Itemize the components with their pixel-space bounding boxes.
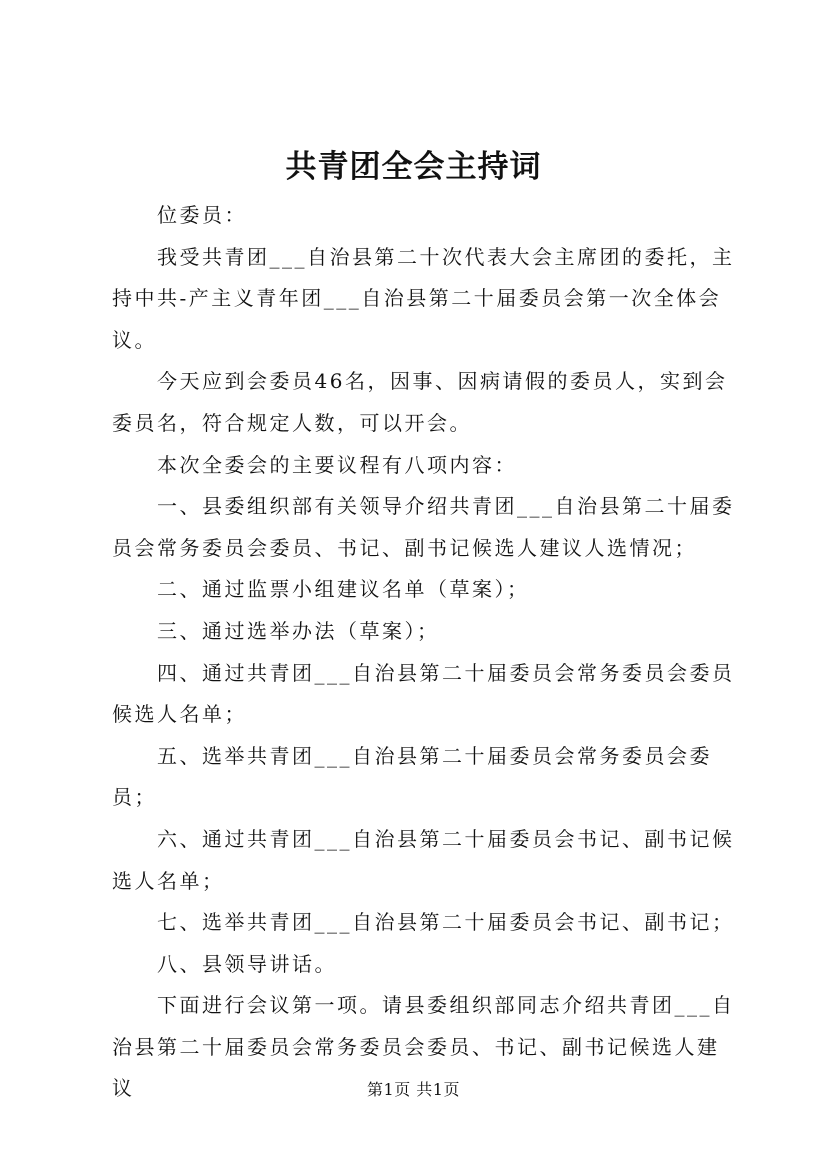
paragraph-agenda-intro: 本次全委会的主要议程有八项内容： <box>157 452 517 477</box>
paragraph-entrustment: 我受共青团___自治县第二十次代表大会主席团的委托，主持中共-产主义青年团___自治县第二十届委员会第一次全体会议。 <box>112 244 735 352</box>
agenda-item-4: 四、通过共青团___自治县第二十届委员会常务委员会委员候选人名单； <box>112 660 735 727</box>
paragraph-first-item: 下面进行会议第一项。请县委组织部同志介绍共青团___自治县第二十届委员会常务委员会委员、书记、副书记候选人建议 <box>112 993 735 1101</box>
agenda-item-2: 二、通过监票小组建议名单（草案）； <box>157 577 530 602</box>
agenda-item-1: 一、县委组织部有关领导介绍共青团___自治县第二十届委员会常务委员会委员、书记、副书记候选人建议人选情况； <box>112 494 735 560</box>
agenda-item-5: 五、选举共青团___自治县第二十届委员会常务委员会委员； <box>112 743 712 810</box>
paragraph-attendance: 今天应到会委员46名，因事、因病请假的委员人，实到会委员名，符合规定人数，可以开会。 <box>112 369 728 435</box>
document-body <box>112 195 737 1110</box>
document-title: 共青团全会主持词 <box>285 149 542 185</box>
agenda-item-8: 八、县领导讲话。 <box>157 951 337 976</box>
agenda-item-7: 七、选举共青团___自治县第二十届委员会书记、副书记； <box>157 910 735 935</box>
paragraph-greeting: 位委员： <box>157 203 247 227</box>
agenda-item-6: 六、通过共青团___自治县第二十届委员会书记、副书记候选人名单； <box>112 826 735 893</box>
agenda-item-3: 三、通过选举办法（草案）； <box>157 618 440 643</box>
page-footer: 第1页 共1页 <box>367 1080 460 1099</box>
